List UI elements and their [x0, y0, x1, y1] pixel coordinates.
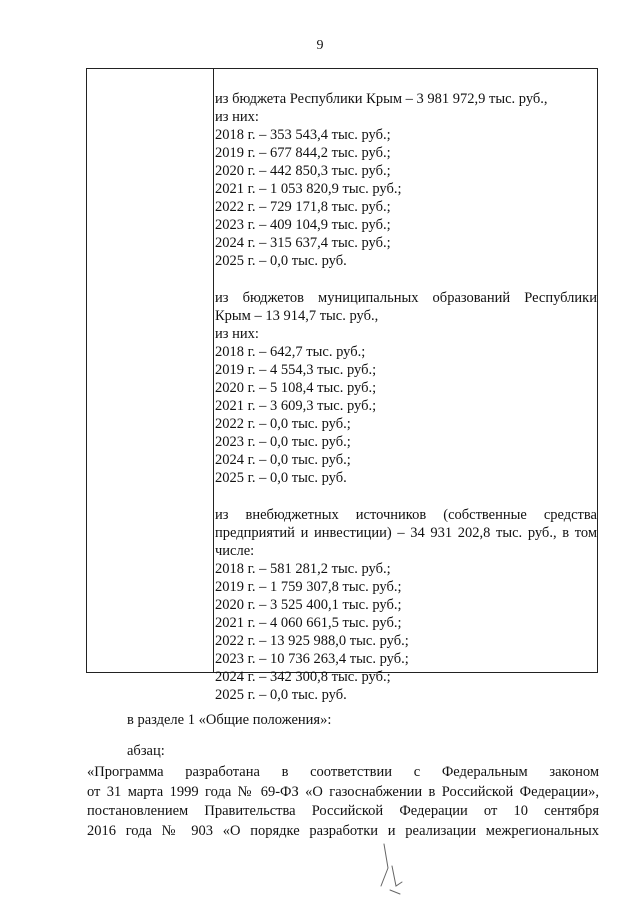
municipal-year-2025: 2025 г. – 0,0 тыс. руб.	[215, 470, 347, 486]
quote-line: постановлением Правительства Российской Федерации от 10 сентября	[87, 803, 599, 819]
extra-year-2023: 2023 г. – 10 736 263,4 тыс. руб.;	[215, 651, 409, 667]
republic-year-2022: 2022 г. – 729 171,8 тыс. руб.;	[215, 199, 391, 215]
quote-paragraph	[87, 763, 599, 841]
initials-mark	[372, 838, 412, 898]
funding-cell	[215, 90, 597, 704]
municipal-budget-header-cont: Крым – 13 914,7 тыс. руб.,	[215, 308, 379, 324]
extra-budget-header-cont: предприятий и инвестиции) – 34 931 202,8 тыс. руб., в том	[215, 525, 597, 541]
republic-year-2023: 2023 г. – 409 104,9 тыс. руб.;	[215, 217, 391, 233]
extra-year-2018: 2018 г. – 581 281,2 тыс. руб.;	[215, 561, 391, 577]
extra-year-2021: 2021 г. – 4 060 661,5 тыс. руб.;	[215, 615, 402, 631]
municipal-budget-header: из бюджетов муниципальных образований Республики	[215, 290, 597, 306]
municipal-year-2022: 2022 г. – 0,0 тыс. руб.;	[215, 416, 351, 432]
municipal-year-2018: 2018 г. – 642,7 тыс. руб.;	[215, 344, 366, 360]
republic-budget-sub: из них:	[215, 109, 259, 125]
page-number: 9	[316, 38, 324, 53]
republic-year-2018: 2018 г. – 353 543,4 тыс. руб.;	[215, 127, 391, 143]
abzac-label: абзац:	[127, 743, 165, 759]
quote-line: от 31 марта 1999 года № 69-ФЗ «О газоснабжении в Российской Федерации»,	[87, 783, 599, 800]
extra-year-2025: 2025 г. – 0,0 тыс. руб.	[215, 687, 347, 703]
municipal-year-2020: 2020 г. – 5 108,4 тыс. руб.;	[215, 380, 377, 396]
extra-year-2024: 2024 г. – 342 300,8 тыс. руб.;	[215, 669, 391, 685]
section-intro: в разделе 1 «Общие положения»:	[127, 712, 332, 728]
republic-year-2020: 2020 г. – 442 850,3 тыс. руб.;	[215, 163, 391, 179]
municipal-year-2023: 2023 г. – 0,0 тыс. руб.;	[215, 434, 351, 450]
extra-budget-header: из внебюджетных источников (собственные средства	[215, 507, 597, 523]
municipal-year-2021: 2021 г. – 3 609,3 тыс. руб.;	[215, 398, 377, 414]
republic-year-2025: 2025 г. – 0,0 тыс. руб.	[215, 253, 347, 269]
table-column-divider	[213, 69, 214, 672]
quote-line: «Программа разработана в соответствии с Федеральным законом	[87, 764, 599, 780]
republic-year-2021: 2021 г. – 1 053 820,9 тыс. руб.;	[215, 181, 402, 197]
quote-line: 2016 года № 903 «О порядке разработки и реализации межрегиональных	[87, 822, 599, 839]
municipal-budget-sub: из них:	[215, 326, 259, 342]
republic-budget-header: из бюджета Республики Крым – 3 981 972,9 тыс. руб.,	[215, 91, 548, 107]
extra-year-2019: 2019 г. – 1 759 307,8 тыс. руб.;	[215, 579, 402, 595]
republic-year-2019: 2019 г. – 677 844,2 тыс. руб.;	[215, 145, 391, 161]
extra-budget-header-end: числе:	[215, 543, 255, 559]
republic-year-2024: 2024 г. – 315 637,4 тыс. руб.;	[215, 235, 391, 251]
extra-year-2022: 2022 г. – 13 925 988,0 тыс. руб.;	[215, 633, 409, 649]
funding-table	[86, 68, 598, 703]
municipal-year-2019: 2019 г. – 4 554,3 тыс. руб.;	[215, 362, 377, 378]
extra-year-2020: 2020 г. – 3 525 400,1 тыс. руб.;	[215, 597, 402, 613]
municipal-year-2024: 2024 г. – 0,0 тыс. руб.;	[215, 452, 351, 468]
